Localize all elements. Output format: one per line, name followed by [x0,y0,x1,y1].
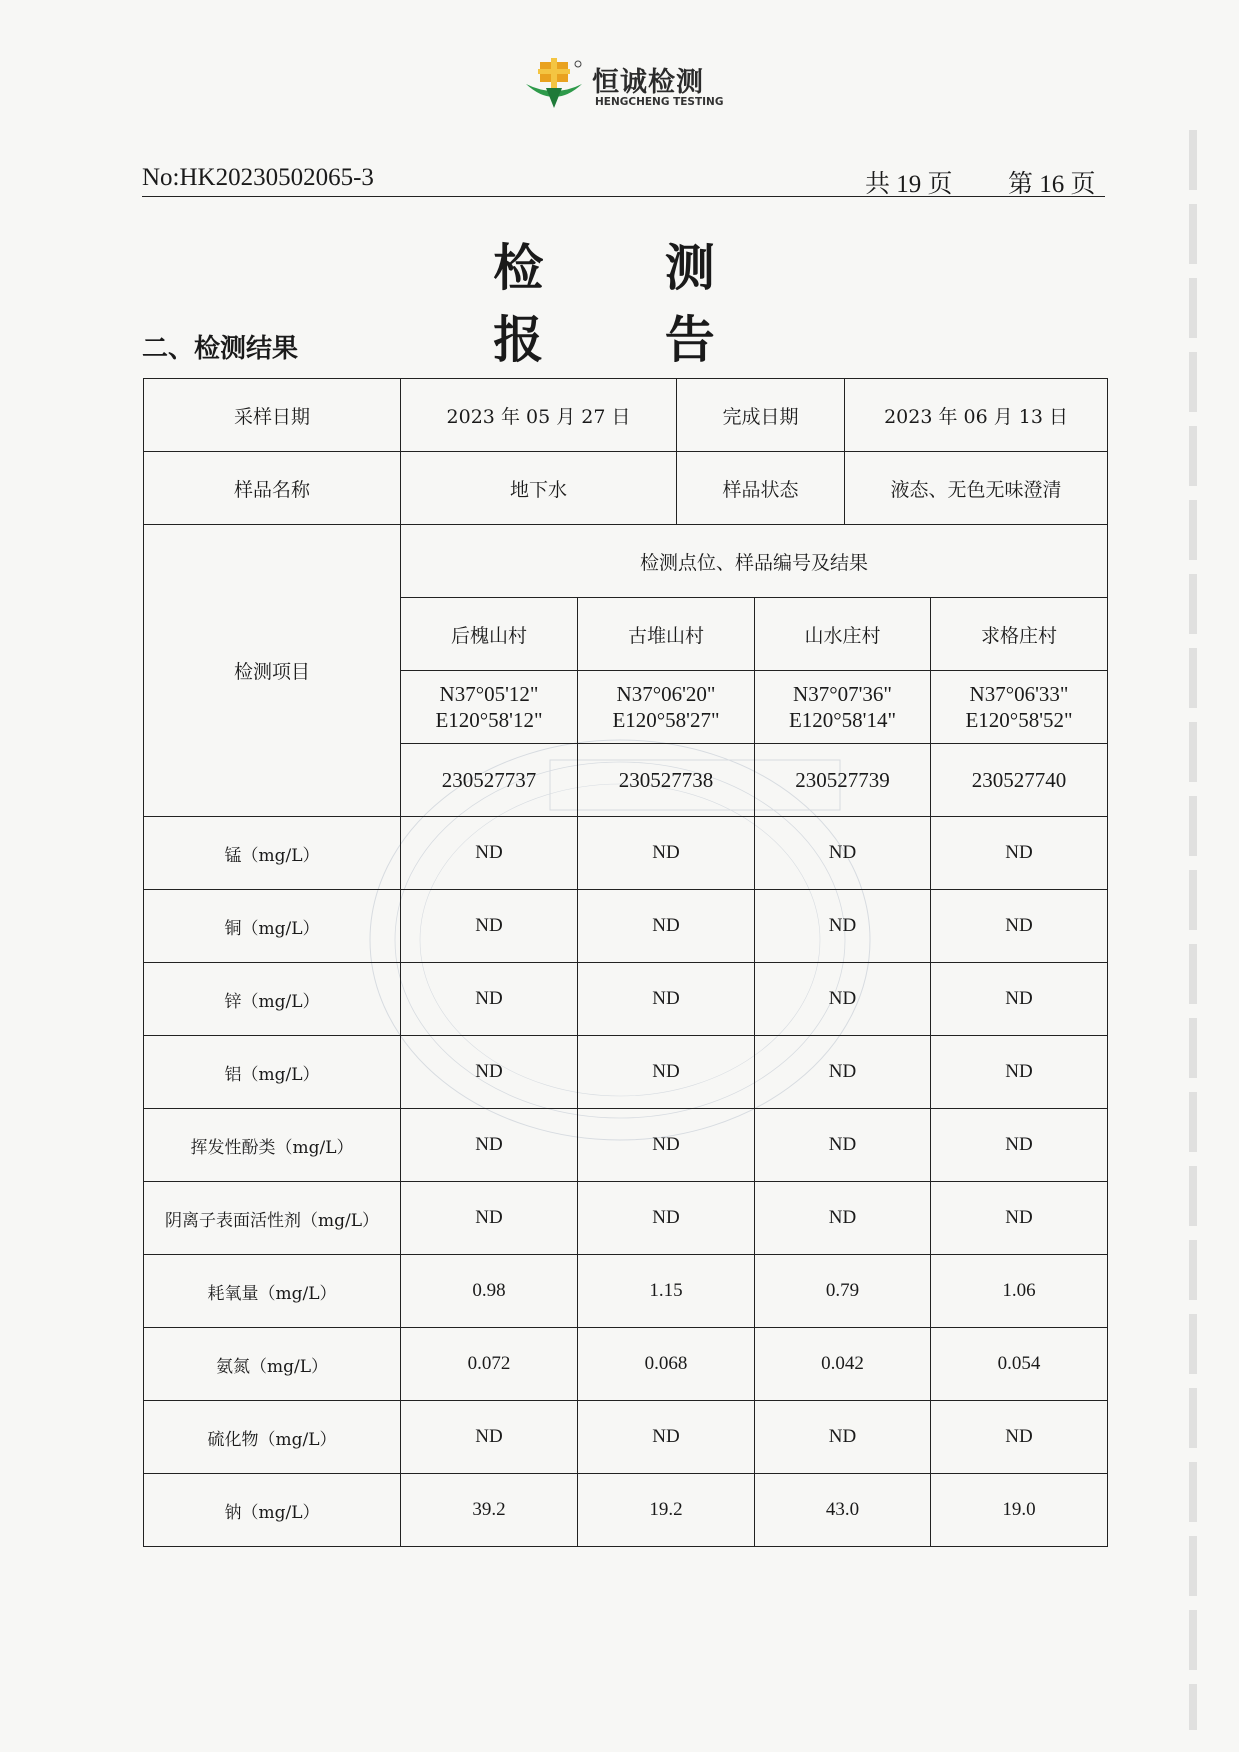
site-latitude: N37°06'20" [616,682,716,706]
site-coordinates [931,671,1108,744]
result-value: 0.79 [755,1255,931,1328]
test-item-label: 耗氧量（mg/L） [144,1255,401,1328]
table-row [144,1109,1108,1182]
result-value: ND [755,1401,931,1474]
results-table [143,378,1108,1547]
table-row-sample [144,452,1108,525]
result-value: ND [755,1182,931,1255]
table-row [144,1328,1108,1401]
site-coordinates [755,671,931,744]
result-value: ND [755,817,931,890]
sample-id: 230527740 [931,744,1108,817]
total-pages: 共 19 页 [865,171,953,198]
test-item-label: 氨氮（mg/L） [144,1328,401,1401]
result-value: 0.042 [755,1328,931,1401]
result-value: ND [401,963,578,1036]
table-row [144,1401,1108,1474]
result-value: ND [578,890,755,963]
result-value: 0.98 [401,1255,578,1328]
table-row [144,1182,1108,1255]
result-value: 0.072 [401,1328,578,1401]
test-item-label: 锰（mg/L） [144,817,401,890]
site-coordinates [578,671,755,744]
current-page: 第 16 页 [1008,171,1096,198]
report-number: No:HK20230502065-3 [142,164,374,191]
result-value: ND [931,817,1108,890]
result-value: 0.054 [931,1328,1108,1401]
table-row [144,1036,1108,1109]
document-title: 检 测 报 告 [493,239,767,369]
site-latitude: N37°05'12" [439,682,539,706]
sample-id: 230527737 [401,744,578,817]
result-value: ND [401,1036,578,1109]
result-value: ND [401,1109,578,1182]
result-value: 0.068 [578,1328,755,1401]
table-row [144,817,1108,890]
logo-brand-cn: 恒诚检测 [592,67,704,98]
site-longitude: E120°58'52" [965,708,1073,732]
table-row [144,1255,1108,1328]
table-row [144,963,1108,1036]
results-header: 检测点位、样品编号及结果 [401,525,1108,598]
sample-id: 230527738 [578,744,755,817]
site-name: 山水庄村 [755,598,931,671]
result-value: ND [931,1109,1108,1182]
test-item-label: 挥发性酚类（mg/L） [144,1109,401,1182]
result-value: ND [931,1182,1108,1255]
site-name: 求格庄村 [931,598,1108,671]
sample-name-label: 样品名称 [144,452,401,525]
result-value: ND [578,817,755,890]
site-latitude: N37°06'33" [969,682,1069,706]
site-name: 后槐山村 [401,598,578,671]
result-value: ND [578,1182,755,1255]
result-value: ND [931,963,1108,1036]
result-value: ND [578,1036,755,1109]
result-value: 43.0 [755,1474,931,1547]
site-longitude: E120°58'27" [612,708,720,732]
test-item-label: 钠（mg/L） [144,1474,401,1547]
site-coordinates [401,671,578,744]
hengcheng-logo-icon [520,58,590,112]
result-value: 19.2 [578,1474,755,1547]
result-value: ND [755,1109,931,1182]
result-value: 39.2 [401,1474,578,1547]
header-divider [142,196,1105,197]
logo-brand-en: HENGCHENG TESTING [595,96,724,108]
side-watermark-icon [1178,130,1208,1730]
result-value: ND [578,1109,755,1182]
result-value: 1.15 [578,1255,755,1328]
completion-date-value: 2023 年 06 月 13 日 [845,379,1108,452]
result-rows [144,817,1108,1547]
result-value: ND [401,1401,578,1474]
test-item-label: 锌（mg/L） [144,963,401,1036]
sampling-date-label: 采样日期 [144,379,401,452]
site-longitude: E120°58'12" [435,708,543,732]
test-item-label: 铜（mg/L） [144,890,401,963]
table-row-results-header [144,525,1108,598]
result-value: ND [401,890,578,963]
table-row [144,1474,1108,1547]
result-value: 19.0 [931,1474,1108,1547]
site-name: 古堆山村 [578,598,755,671]
company-logo [520,58,740,112]
result-value: ND [401,817,578,890]
test-item-label: 铝（mg/L） [144,1036,401,1109]
site-latitude: N37°07'36" [793,682,892,706]
sample-state-value: 液态、无色无味澄清 [845,452,1108,525]
result-value: ND [755,890,931,963]
completion-date-label: 完成日期 [677,379,845,452]
section-title: 二、检测结果 [142,334,299,364]
sampling-date-value: 2023 年 05 月 27 日 [401,379,677,452]
test-item-label: 阴离子表面活性剂（mg/L） [144,1182,401,1255]
table-row-dates [144,379,1108,452]
result-value: ND [931,890,1108,963]
result-value: ND [578,1401,755,1474]
result-value: ND [755,1036,931,1109]
site-longitude: E120°58'14" [788,708,897,732]
result-value: ND [931,1401,1108,1474]
result-value: ND [931,1036,1108,1109]
table-row [144,890,1108,963]
item-header: 检测项目 [144,525,401,817]
test-item-label: 硫化物（mg/L） [144,1401,401,1474]
result-value: 1.06 [931,1255,1108,1328]
result-value: ND [578,963,755,1036]
result-value: ND [755,963,931,1036]
sample-id: 230527739 [755,744,931,817]
sample-name-value: 地下水 [401,452,677,525]
sample-state-label: 样品状态 [677,452,845,525]
result-value: ND [401,1182,578,1255]
